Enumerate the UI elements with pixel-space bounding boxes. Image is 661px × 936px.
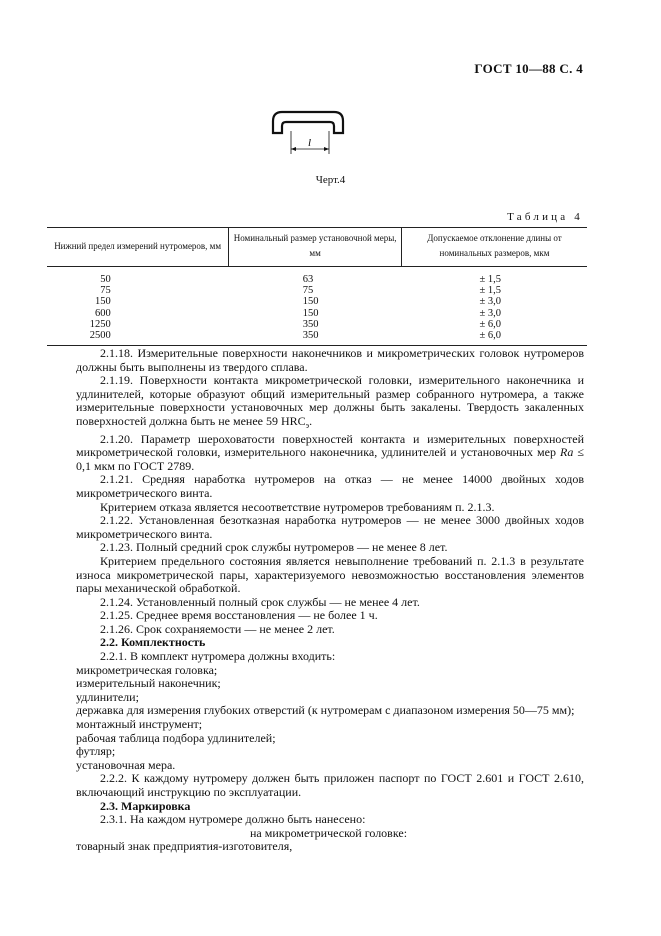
paragraph-criterion-2: Критерием предельного состояния является невыполнение требований п. 2.1.3 в результате износа микрометрической пары, характеризуемого невозможностью восстановления элементов пары механической обработкой. xyxy=(76,553,584,596)
list-item: монтажный инструмент; xyxy=(76,717,203,732)
paragraph-2-1-18: 2.1.18. Измерительные поверхности наконечников и микрометрических головок нутромеров должны быть выполнены из твердого сплава. xyxy=(76,346,584,374)
column-header: Номинальный размер установочной меры, мм xyxy=(229,228,402,267)
paragraph-2-1-23: 2.1.23. Полный средний срок службы нутромеров — не менее 8 лет. xyxy=(100,540,448,555)
paragraph-text: 2.1.19. Поверхности контакта микрометрической головки, измерительного наконечника и удлинителей, которые образуют общий измерительный размер собранного нутромера, а также измерительные поверхности установочных мер должны быть закалены. Твердость закаленных поверхностей должна быть не менее 59 HRC xyxy=(76,373,584,428)
paragraph-2-1-21: 2.1.21. Средняя наработка нутромеров на отказ — не менее 14000 двойных ходов микрометрического винта. xyxy=(76,472,584,500)
paragraph-last: товарный знак предприятия-изготовителя, xyxy=(76,839,293,854)
section-heading-2-3 xyxy=(76,800,584,814)
table-row xyxy=(47,267,587,286)
table-cell: 150 xyxy=(302,307,319,319)
paragraph-2-1-19 xyxy=(76,374,584,432)
figure-drawing xyxy=(268,103,358,163)
table-cell: 63 xyxy=(302,274,314,285)
paragraph-2-1-26: 2.1.26. Срок сохраняемости — не менее 2 лет. xyxy=(100,621,335,636)
table-title: Таблица 4 xyxy=(507,211,583,223)
column-header: Допускаемое отклонение длины от номинальных размеров, мкм xyxy=(401,228,587,267)
table-cell: ± 3,0 xyxy=(479,296,501,308)
dimension-label: l xyxy=(308,137,312,149)
list-item: удлинители; xyxy=(76,689,139,704)
paragraph-2-1-24: 2.1.24. Установленный полный срок службы — не менее 4 лет. xyxy=(100,594,420,609)
paragraph-2-2-2: 2.2.2. К каждому нутромеру должен быть приложен паспорт по ГОСТ 2.601 и ГОСТ 2.610, включающий инструкцию по эксплуатации. xyxy=(76,771,584,799)
table-cell: 1250 xyxy=(89,318,111,330)
table-cell: 50 xyxy=(100,274,111,285)
paragraph-text: ≤ 0,1 мкм по ГОСТ 2789. xyxy=(76,445,585,473)
column-header: Нижний предел измерений нутромеров, мм xyxy=(47,228,229,267)
hardness-subscript: э xyxy=(305,420,310,430)
paragraph-2-1-22: 2.1.22. Установленная безотказная наработка нутромеров — не менее 3000 двойных ходов микрометрического винта. xyxy=(76,513,584,541)
table-row xyxy=(47,285,587,296)
table-cell: ± 6,0 xyxy=(479,318,501,330)
table-cell: 75 xyxy=(302,285,314,297)
table-cell: 600 xyxy=(95,307,111,319)
roughness-symbol: Ra xyxy=(560,445,574,460)
table-cell: ± 1,5 xyxy=(479,285,501,297)
table-row xyxy=(47,296,587,307)
paragraph-2-3-1: 2.3.1. На каждом нутромере должно быть нанесено: xyxy=(100,812,366,827)
table-row xyxy=(47,308,587,319)
table-row xyxy=(47,330,587,346)
list-item: установочная мера. xyxy=(76,757,176,772)
paragraph-2-2-1: 2.2.1. В комплект нутромера должны входить: xyxy=(100,649,336,664)
list-item: измерительный наконечник; xyxy=(76,676,221,691)
heading-text: 2.3. Маркировка xyxy=(100,798,191,813)
table-cell: 75 xyxy=(100,285,111,297)
table-header-row xyxy=(47,228,587,267)
list-item: рабочая таблица подбора удлинителей; xyxy=(76,730,276,745)
table-cell: 150 xyxy=(302,296,319,308)
section-heading-2-2 xyxy=(76,636,584,650)
measure-drawing xyxy=(268,103,358,163)
table-cell: 350 xyxy=(302,318,319,330)
paragraph-text: 2.1.20. Параметр шероховатости поверхностей контакта и измерительных поверхностей микрометрической головки, измерительного наконечника, удлинителей и установочных мер xyxy=(76,431,584,460)
list-item: державка для измерения глубоких отверстий (к нутромерам с диапазоном измерения 50—75 мм); xyxy=(76,703,575,718)
table-cell: ± 3,0 xyxy=(479,307,501,319)
heading-text: 2.2. Комплектность xyxy=(100,635,206,650)
list-item: футляр; xyxy=(76,744,116,759)
table-cell: ± 6,0 xyxy=(401,330,587,346)
table-row xyxy=(47,319,587,330)
paragraph-subheading: на микрометрической головке: xyxy=(250,825,408,840)
page-header: ГОСТ 10—88 С. 4 xyxy=(474,61,583,76)
figure-caption: Черт.4 xyxy=(315,174,346,186)
paragraph-text: . xyxy=(309,413,313,428)
list-item: микрометрическая головка; xyxy=(76,662,218,677)
body-text xyxy=(76,347,584,854)
paragraph-2-1-25: 2.1.25. Среднее время восстановления — не более 1 ч. xyxy=(100,608,378,623)
data-table xyxy=(47,227,587,346)
table-cell: 2500 xyxy=(47,330,229,346)
table-cell: 350 xyxy=(229,330,402,346)
table-cell: ± 1,5 xyxy=(479,274,501,285)
paragraph-2-1-20 xyxy=(76,433,584,474)
table-cell: 150 xyxy=(95,296,111,308)
paragraph-criterion-1: Критерием отказа является несоответствие нутромеров требованиям п. 2.1.3. xyxy=(100,499,495,514)
